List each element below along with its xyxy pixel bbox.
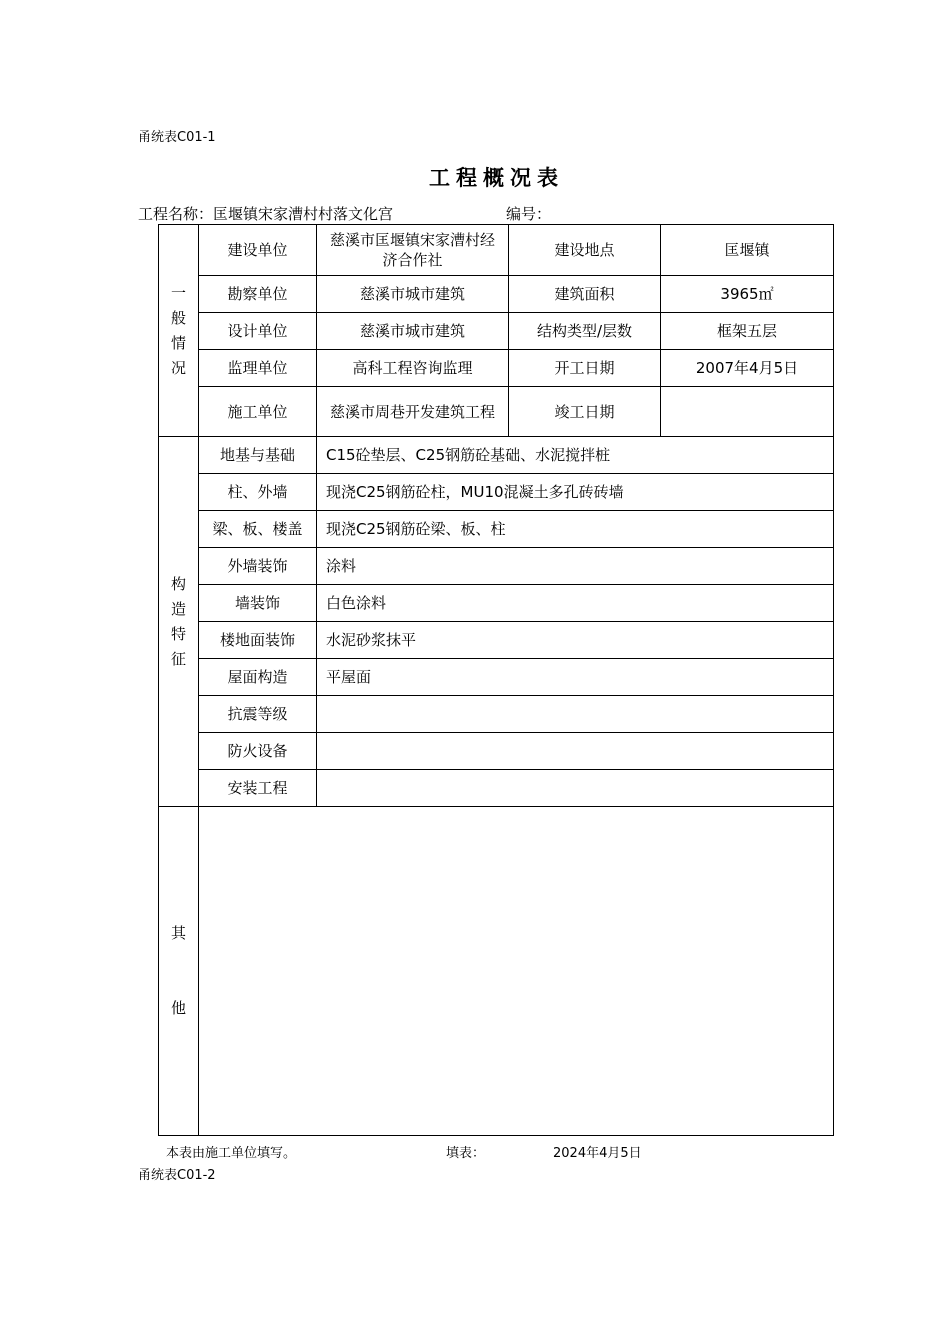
cell-value[interactable]: 慈溪市周巷开发建筑工程 <box>317 387 509 437</box>
cell-value[interactable] <box>661 387 834 437</box>
table-row <box>159 225 834 276</box>
cell-value[interactable]: 慈溪市匡堰镇宋家漕村经济合作社 <box>317 225 509 276</box>
cell-label: 梁、板、楼盖 <box>199 511 317 548</box>
section-other-label: 其他 <box>159 807 199 1136</box>
section-general-label: 一般情况 <box>159 225 199 437</box>
cell-label: 竣工日期 <box>509 387 661 437</box>
cell-label: 防火设备 <box>199 733 317 770</box>
cell-value[interactable]: 现浇C25钢筋砼柱，MU10混凝土多孔砖砖墙 <box>317 474 834 511</box>
cell-value[interactable]: 涂料 <box>317 548 834 585</box>
cell-value[interactable]: 慈溪市城市建筑 <box>317 313 509 350</box>
cell-value[interactable]: 高科工程咨询监理 <box>317 350 509 387</box>
cell-value[interactable] <box>317 770 834 807</box>
form-code-top: 甬统表C01-1 <box>138 130 216 145</box>
filler-label: 填表： <box>446 1146 486 1161</box>
table-row <box>159 770 834 807</box>
table-row <box>159 659 834 696</box>
table-row <box>159 276 834 313</box>
table-row <box>159 511 834 548</box>
cell-label: 建筑面积 <box>509 276 661 313</box>
cell-value[interactable]: 水泥砂浆抹平 <box>317 622 834 659</box>
table-row <box>159 474 834 511</box>
cell-label: 设计单位 <box>199 313 317 350</box>
page-title: 工程概况表 <box>429 166 564 190</box>
cell-value[interactable]: 框架五层 <box>661 313 834 350</box>
footer-date: 2024年4月5日 <box>553 1146 642 1161</box>
cell-label: 建设单位 <box>199 225 317 276</box>
table-row <box>159 387 834 437</box>
table-row <box>159 807 834 1136</box>
cell-label: 墙装饰 <box>199 585 317 622</box>
cell-label: 结构类型/层数 <box>509 313 661 350</box>
cell-value[interactable]: C15砼垫层、C25钢筋砼基础、水泥搅拌桩 <box>317 437 834 474</box>
cell-value[interactable]: 3965㎡ <box>661 276 834 313</box>
table-row <box>159 622 834 659</box>
cell-label: 勘察单位 <box>199 276 317 313</box>
section-structure-label: 构造特征 <box>159 437 199 807</box>
cell-value[interactable]: 平屋面 <box>317 659 834 696</box>
cell-label: 开工日期 <box>509 350 661 387</box>
cell-value[interactable] <box>317 733 834 770</box>
overview-table <box>158 224 834 1136</box>
cell-value[interactable]: 匡堰镇 <box>661 225 834 276</box>
cell-label: 抗震等级 <box>199 696 317 733</box>
form-code-bottom: 甬统表C01-2 <box>138 1168 216 1183</box>
cell-value[interactable] <box>317 696 834 733</box>
cell-label: 建设地点 <box>509 225 661 276</box>
cell-value[interactable]: 现浇C25钢筋砼梁、板、柱 <box>317 511 834 548</box>
cell-label: 外墙装饰 <box>199 548 317 585</box>
project-name-line <box>138 203 393 224</box>
cell-value[interactable]: 白色涂料 <box>317 585 834 622</box>
cell-label: 柱、外墙 <box>199 474 317 511</box>
cell-label: 地基与基础 <box>199 437 317 474</box>
other-content[interactable] <box>199 807 834 1136</box>
table-row <box>159 733 834 770</box>
cell-label: 施工单位 <box>199 387 317 437</box>
table-row <box>159 350 834 387</box>
table-row <box>159 437 834 474</box>
cell-label: 屋面构造 <box>199 659 317 696</box>
project-name-value: 匡堰镇宋家漕村村落文化宫 <box>213 205 394 223</box>
cell-label: 安装工程 <box>199 770 317 807</box>
cell-label: 监理单位 <box>199 350 317 387</box>
table-row <box>159 696 834 733</box>
cell-label: 楼地面装饰 <box>199 622 317 659</box>
table-row <box>159 548 834 585</box>
project-name-label: 工程名称： <box>138 205 214 223</box>
cell-value[interactable]: 慈溪市城市建筑 <box>317 276 509 313</box>
number-label: 编号： <box>506 205 552 223</box>
footer-note: 本表由施工单位填写。 <box>166 1146 297 1161</box>
cell-value[interactable]: 2007年4月5日 <box>661 350 834 387</box>
table-row <box>159 313 834 350</box>
table-row <box>159 585 834 622</box>
